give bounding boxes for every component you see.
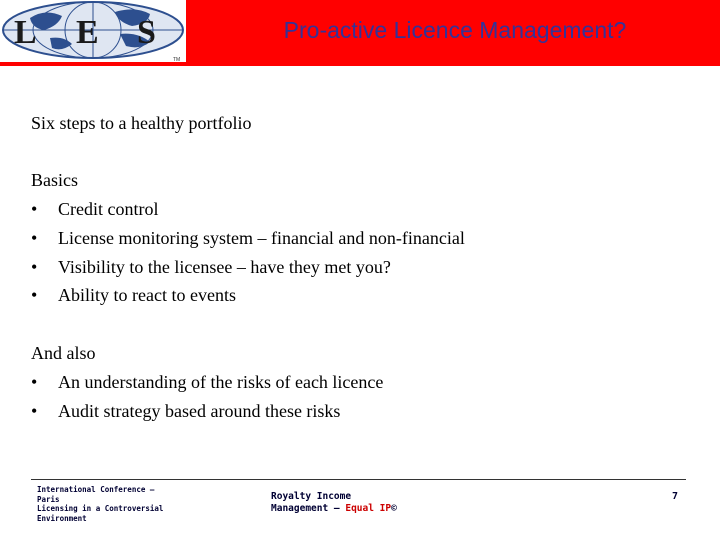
bullet-marker: •	[31, 372, 38, 392]
bullet-marker: •	[31, 199, 38, 219]
les-logo	[0, 0, 186, 62]
basics-item-visibility: Visibility to the licensee – have they met you?	[58, 257, 391, 277]
footer-company-accent: Equal IP	[345, 503, 392, 514]
bullet-marker: •	[31, 228, 38, 248]
footer-conference-line: Environment	[37, 513, 87, 523]
slide-heading: Six steps to a healthy portfolio	[31, 113, 252, 133]
section-basics-title: Basics	[31, 170, 78, 190]
bullet-marker: •	[31, 285, 38, 305]
footer-conference-line: Paris	[37, 494, 60, 504]
slide-title: Pro-active Licence Management?	[283, 17, 627, 43]
basics-item-ability: Ability to react to events	[58, 285, 236, 305]
also-item-risk-understanding: An understanding of the risks of each licence	[58, 372, 384, 392]
footer-conference-line: International Conference –	[37, 485, 155, 494]
footer-company-prefix: Management –	[271, 503, 346, 514]
page-number: 7	[672, 491, 679, 502]
footer-company-line1: Royalty Income	[271, 491, 352, 502]
section-also-title: And also	[31, 343, 96, 363]
logo-letter-e: E	[76, 14, 99, 51]
footer-copyright: ©	[391, 503, 397, 514]
footer-divider	[31, 479, 686, 480]
basics-item-license-monitoring: License monitoring system – financial and non-financial	[58, 228, 465, 248]
logo-tm: TM	[173, 57, 181, 62]
bullet-marker: •	[31, 401, 38, 421]
basics-item-credit-control: Credit control	[58, 199, 159, 219]
bullet-marker: •	[31, 257, 38, 277]
also-item-audit-strategy: Audit strategy based around these risks	[58, 401, 341, 421]
footer-conference-line: Licensing in a Controversial	[37, 504, 164, 513]
logo-letter-s: S	[137, 14, 156, 51]
logo-letter-l: L	[14, 14, 37, 51]
footer-company-name	[271, 491, 397, 515]
footer-company-line2	[271, 503, 397, 515]
footer-conference-info	[37, 485, 163, 523]
